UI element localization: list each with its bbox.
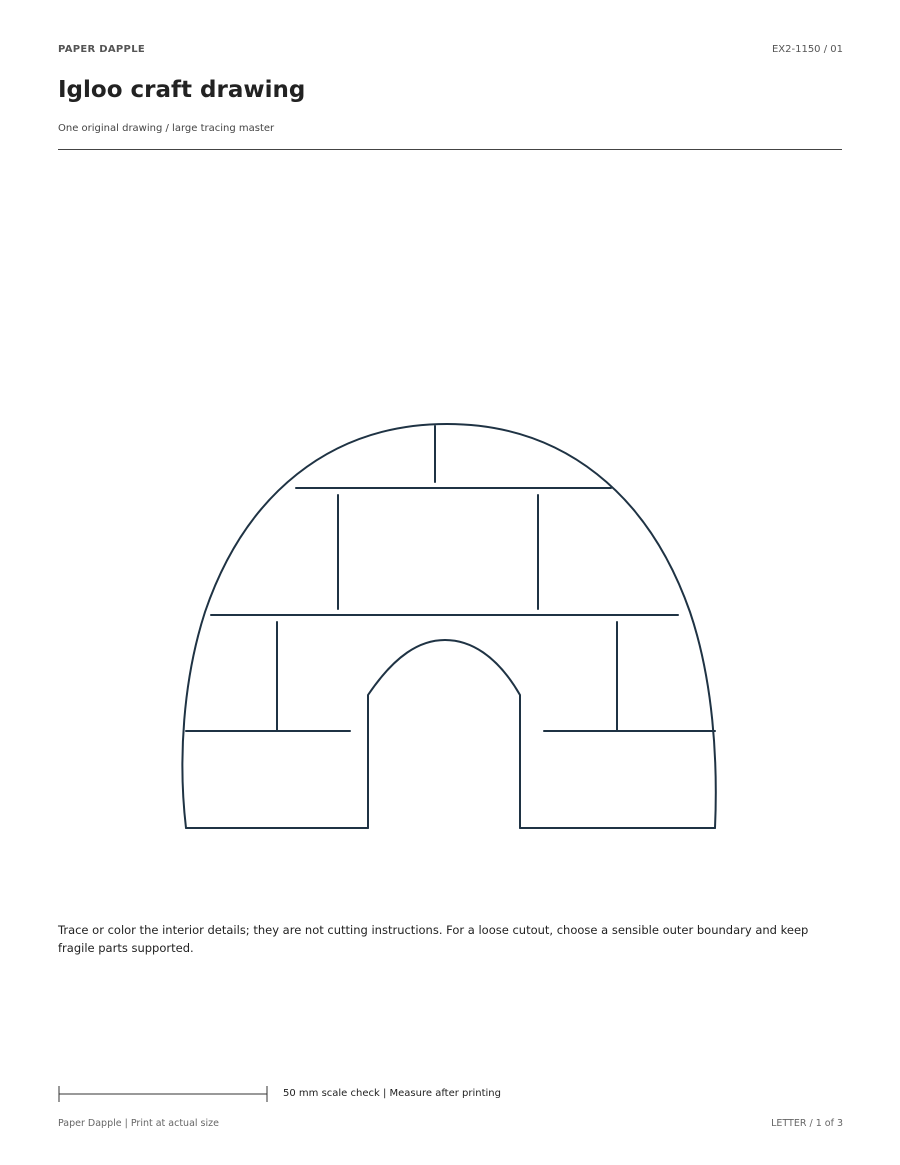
scale-bar bbox=[58, 1084, 268, 1104]
brand-name: PAPER DAPPLE bbox=[58, 44, 145, 55]
footer-left: Paper Dapple | Print at actual size bbox=[58, 1118, 219, 1129]
page-title: Igloo craft drawing bbox=[58, 77, 306, 103]
document-id: EX2-1150 / 01 bbox=[771, 44, 843, 55]
footer-page-number: LETTER / 1 of 3 bbox=[771, 1118, 843, 1129]
scale-label: 50 mm scale check | Measure after printing bbox=[283, 1088, 501, 1099]
instruction-note: Trace or color the interior details; they are not cutting instructions. For a loose cutout, choose a sensible outer boundary and keep fragile parts supported. bbox=[58, 923, 809, 955]
page-subtitle: One original drawing / large tracing master bbox=[58, 123, 275, 134]
igloo-entrance bbox=[368, 640, 520, 828]
igloo-outline bbox=[182, 424, 715, 828]
